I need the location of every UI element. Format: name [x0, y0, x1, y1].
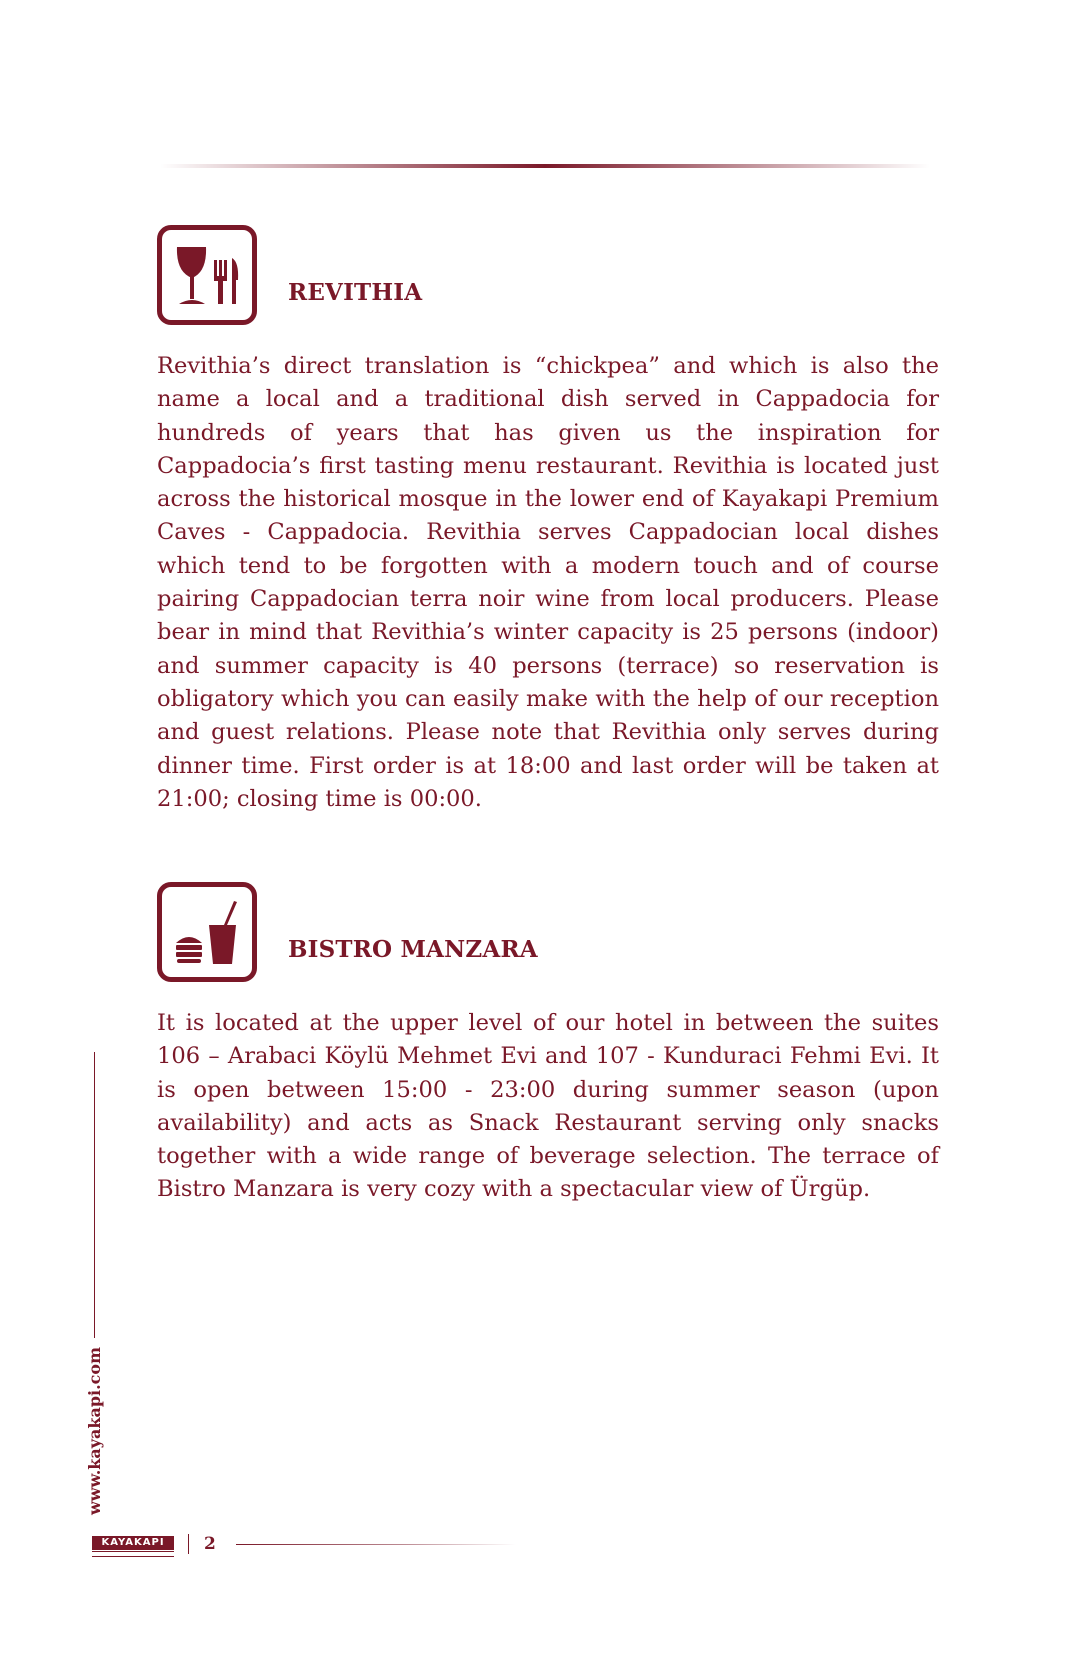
page-footer — [88, 1528, 548, 1560]
footer-rule — [236, 1544, 516, 1545]
sidebar-line — [94, 1052, 95, 1338]
burger-and-drink-icon — [162, 887, 252, 977]
section-body: It is located at the upper level of our hotel in between the suites 106 – Arabaci Köylü Mehmet Evi and 107 - Kunduraci Fehmi Evi. It is open between 15:00 - 23:00 during summer season (upon availability) and acts as Snack Restaurant serving only snacks together with a wide range of beverage selection. The terrace of Bistro Manzara is very cozy with a spectacular view of Ürgüp. — [157, 1010, 939, 1203]
kayakapi-logo — [88, 1530, 178, 1558]
website-url[interactable]: www.kayakapi.com — [85, 1346, 104, 1515]
logo-underline — [92, 1551, 174, 1557]
restaurant-icon-frame — [157, 225, 257, 325]
page-number: 2 — [204, 1534, 216, 1554]
snack-icon-frame — [157, 882, 257, 982]
section-body: Revithia’s direct translation is “chickpea” and which is also the name a local and a traditional dish served in Cappadocia for hundreds of years that has given us the inspiration for Cappadocia’s first tasting menu restaurant. Revithia is located just across the historical mosque in the lower end of Kayakapi Premium Caves - Cappadocia. Revithia serves Cappadocian local dishes which tend to be forgotten with a modern touch and of course pairing Cappadocian terra noir wine from local producers. Please bear in mind that Revithia’s winter capacity is 25 persons (indoor) and summer capacity is 40 persons (terrace) so reservation is obligatory which you can easily make with the help of our reception and guest relations. Please note that Revithia only serves during dinner time. First order is at 18:00 and last order will be taken at 21:00; closing time is 00:00. — [157, 353, 939, 812]
footer-separator — [188, 1534, 189, 1554]
wine-and-cutlery-icon — [162, 230, 252, 320]
logo-wordmark: KAYAKAPI — [92, 1536, 174, 1550]
section-heading: REVITHIA — [288, 279, 423, 306]
top-divider — [160, 164, 930, 168]
section-heading: BISTRO MANZARA — [288, 936, 538, 963]
